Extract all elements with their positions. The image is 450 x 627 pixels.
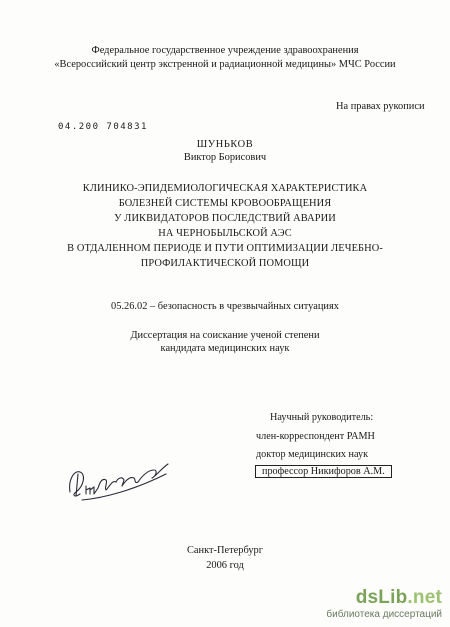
watermark-logo-domain: .net: [407, 587, 442, 608]
title-line: У ЛИКВИДАТОРОВ ПОСЛЕДСТВИЙ АВАРИИ: [114, 213, 336, 224]
watermark-subtitle: библиотека диссертаций: [326, 609, 442, 620]
advisor-degree-line: доктор медицинских наук: [256, 449, 369, 460]
specialty-code: 05.26.02 – безопасность в чрезвычайных ситуациях: [111, 301, 339, 312]
title-line: В ОТДАЛЕННОМ ПЕРИОДЕ И ПУТИ ОПТИМИЗАЦИИ ЛЕЧЕБНО-: [67, 243, 383, 254]
title-line: БОЛЕЗНЕЙ СИСТЕМЫ КРОВООБРАЩЕНИЯ: [118, 198, 332, 209]
advisor-heading: Научный руководитель:: [270, 412, 374, 423]
institution-line-2: «Всероссийский центр экстренной и радиационной медицины» МЧС России: [54, 59, 396, 70]
watermark-logo: [326, 588, 442, 608]
degree-line-1: Диссертация на соискание ученой степени: [130, 330, 320, 341]
watermark-logo-main: dsLib: [355, 587, 408, 608]
manuscript-note: На правах рукописи: [336, 101, 425, 112]
advisor-name: профессор Никифоров А.М.: [255, 465, 392, 478]
dslib-watermark: [326, 588, 442, 621]
year: 2006 год: [206, 560, 244, 571]
title-line: ПРОФИЛАКТИЧЕСКОЙ ПОМОЩИ: [140, 258, 310, 269]
title-line: НА ЧЕРНОБЫЛЬСКОЙ АЭС: [158, 228, 292, 239]
institution-line-1: Федеральное государственное учреждение здравоохранения: [91, 45, 359, 56]
advisor-title-line: член-корреспондент РАМН: [256, 431, 375, 442]
author-name: Виктор Борисович: [183, 152, 267, 163]
title-line: КЛИНИКО-ЭПИДЕМИОЛОГИЧЕСКАЯ ХАРАКТЕРИСТИКА: [82, 183, 368, 194]
handwritten-signature: [64, 452, 184, 512]
advisor-name-box: [255, 465, 392, 478]
author-surname: ШУНЬКОВ: [196, 139, 254, 150]
degree-line-2: кандидата медицинских наук: [160, 343, 290, 354]
city: Санкт-Петербург: [186, 545, 264, 556]
archive-stamp-number: 04.200 704831: [58, 122, 148, 132]
